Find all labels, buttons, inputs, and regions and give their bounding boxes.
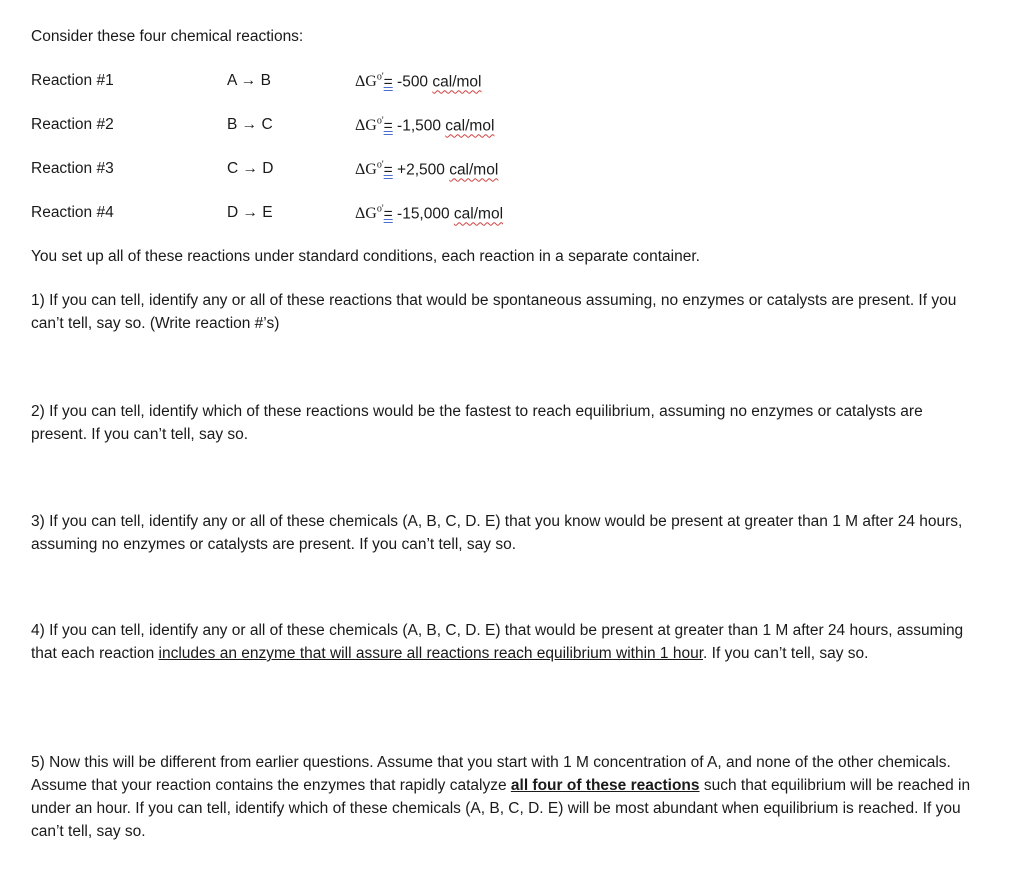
delta-g-symbol: $\Delta G^{o'}$: [355, 116, 384, 135]
question-2: 2) If you can tell, identify which of these reactions would be the fastest to reach equilibrium, assuming no enzymes or catalysts are present. If you can’t tell, say so.: [31, 403, 923, 443]
delta-g-value: [355, 160, 498, 179]
setup-text: You set up all of these reactions under standard conditions, each reaction in a separate container.: [31, 248, 700, 265]
delta-g-symbol: $\Delta G^{o'}$: [355, 204, 384, 223]
delta-g-value: [355, 116, 494, 135]
energy-unit: cal/mol: [445, 117, 495, 135]
question-4: 4) If you can tell, identify any or all of these chemicals (A, B, C, D. E) that would be present at greater than 1 M after 24 hours, assuming that each reaction includes an enzyme that will assure all reactions reach equilibrium within 1 hour. If you can’t tell, say so.: [31, 622, 964, 662]
reaction-label: Reaction #2: [31, 116, 114, 133]
equals-sign: =: [383, 117, 393, 135]
energy-value: +2,500: [397, 161, 445, 179]
reaction-label: Reaction #3: [31, 160, 114, 177]
reaction-row-4: [31, 204, 631, 226]
reaction-equation: C → D: [227, 160, 274, 177]
reaction-label: Reaction #4: [31, 204, 114, 221]
energy-unit: cal/mol: [432, 73, 482, 91]
energy-value: -15,000: [397, 205, 450, 223]
reaction-row-2: [31, 116, 631, 138]
question-3: 3) If you can tell, identify any or all of these chemicals (A, B, C, D. E) that you know would be present at greater than 1 M after 24 hours, assuming no enzymes or catalysts are present. If you can’t tell, say so.: [31, 513, 963, 553]
bold-underlined-phrase: all four of these reactions: [510, 777, 700, 794]
energy-value: -500: [397, 73, 429, 91]
reaction-label: Reaction #1: [31, 72, 114, 89]
reaction-equation: A → B: [227, 72, 271, 89]
delta-g-symbol: $\Delta G^{o'}$: [355, 160, 384, 179]
reaction-equation: D → E: [227, 204, 273, 221]
question-1: 1) If you can tell, identify any or all of these reactions that would be spontaneous assuming, no enzymes or catalysts are present. If you can’t tell, say so. (Write reaction #’s): [31, 292, 957, 332]
intro-text: Consider these four chemical reactions:: [31, 28, 304, 45]
reaction-equation: B → C: [227, 116, 273, 133]
energy-value: -1,500: [397, 117, 441, 135]
equals-sign: =: [383, 161, 393, 179]
reaction-row-3: [31, 160, 631, 182]
delta-g-value: [355, 72, 481, 91]
reaction-row-1: [31, 72, 631, 94]
equals-sign: =: [383, 205, 393, 223]
underlined-phrase: includes an enzyme that will assure all reactions reach equilibrium within 1 hour: [158, 645, 704, 662]
delta-g-symbol: $\Delta G^{o'}$: [355, 72, 384, 91]
delta-g-value: [355, 204, 503, 223]
energy-unit: cal/mol: [453, 205, 504, 223]
equals-sign: =: [383, 73, 393, 91]
energy-unit: cal/mol: [449, 161, 499, 179]
question-5: 5) Now this will be different from earlier questions. Assume that you start with 1 M concentration of A, and none of the other chemicals. Assume that your reaction contains the enzymes that rapidly catalyze all four of these reactions such that equilibrium will be reached in under an hour. If you can tell, identify which of these chemicals (A, B, C, D. E) will be most abundant when equilibrium is reached. If you can’t tell, say so.: [31, 754, 971, 840]
